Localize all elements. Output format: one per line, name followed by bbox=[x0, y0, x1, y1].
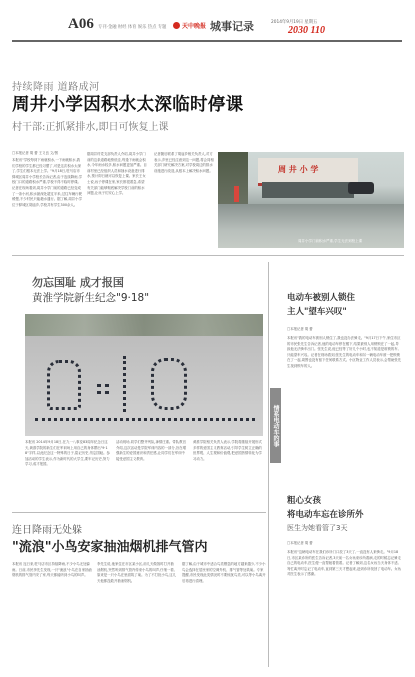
photo-tree bbox=[218, 152, 248, 212]
sidebar-s2-byline: □本报记者 胡 蕾 bbox=[287, 541, 313, 545]
formation-row bbox=[35, 418, 255, 424]
sidebar-s2-headline-3: 医生为她看管了3天 bbox=[287, 524, 348, 532]
photo-school-sign: 周 井 小 学 bbox=[278, 165, 319, 174]
sidebar-s2-headline-2: 将电动车忘在诊所外 bbox=[287, 510, 364, 520]
sidebar-s1-headline-1: 电动车被别人锁住 bbox=[287, 293, 356, 303]
page-header bbox=[12, 16, 404, 38]
photo-gate bbox=[262, 182, 354, 198]
brand-logo bbox=[173, 21, 206, 30]
story3-body-3: 据了解,由于城市中适合鸟类栖息的地方越来越少,不少小鸟会选择在居民家的空调外机、排气管等处筑巢。专家提醒,市民发现此类情况时不要惊扰鸟类,可以等小鸟离开后再进行清理。 bbox=[182, 562, 266, 583]
formation-8 bbox=[151, 358, 187, 410]
section-title: 城事记录 bbox=[210, 20, 254, 33]
header-date: 2014年9月19日 星期五 bbox=[271, 20, 318, 25]
brand-icon bbox=[173, 22, 180, 29]
header-nav: 专刊·金融 财经 体育 娱乐 热点 专题 bbox=[98, 25, 167, 30]
story2-body-2: 活动现场,同学们整齐列队,神情庄重。带队教官介绍,这次活动是学院军训内容的一部分,旨在增强新生的爱国意识和责任感,让同学们在军训中接受爱国主义教育。 bbox=[116, 440, 186, 461]
formation-1 bbox=[123, 356, 133, 412]
story2-body-3: 黄淮学院相关负责人表示,学院将继续开展形式多样的爱国主义教育活动,引导学生树立正确的世界观、人生观和价值观,把爱国热情转化为学习动力。 bbox=[193, 440, 262, 461]
formation-dot bbox=[97, 384, 109, 394]
sidebar-left-rule bbox=[268, 262, 269, 667]
sidebar-tag bbox=[270, 388, 281, 463]
lead-byline: □本报记者 胡 蕾 王义良 文/图 bbox=[12, 151, 58, 155]
sidebar-tag-text: 情系电动车的事 bbox=[272, 404, 279, 447]
lead-photo bbox=[218, 152, 404, 248]
lead-kicker: 持续降雨 道路成河 bbox=[12, 82, 100, 93]
header-rule bbox=[12, 40, 402, 42]
brand-name: 天中晚报 bbox=[182, 23, 207, 30]
photo-person bbox=[234, 186, 239, 202]
lead-bottom-rule bbox=[12, 255, 404, 256]
story2-body: 本报讯 2014年9月18日,在九一八事变83周年纪念日这天,黄淮学院的新生们在军训场上用自己的身体摆出"9·18"字样,以此纪念这一特殊的日子,铭记历史,勿忘国耻。参加活动的学生表示,作为新时代的大学生,要牢记历史,努力学习,成才报国。 bbox=[25, 440, 110, 467]
page-number: A06 bbox=[68, 16, 94, 32]
story3-headline: "流浪"小鸟安家抽油烟机排气管内 bbox=[12, 540, 208, 555]
sidebar-s2-headline-1: 粗心女孩 bbox=[287, 496, 322, 506]
lead-body-col2: 据周井村党支部负责人介绍,周井小学门前的这条道路地势低洼,每逢下雨就会积水,今年雨水较多,积水问题更加严重。目前村里已经组织人员和抽水设备进行排水,预计即日就可以恢复上课。家长王女士说,孩子停课在家,家长都很着急,希望有关部门能够彻底解决学校门前的积水问题,让孩子们安心上学。 bbox=[87, 152, 147, 196]
story2-headline: 黄淮学院新生纪念"9·18" bbox=[32, 292, 150, 304]
story2-kicker: 勿忘国耻 成才报国 bbox=[32, 276, 124, 289]
sidebar-s1-byline: □本报记者 胡 蕾 bbox=[287, 327, 313, 331]
lead-body-col3: 记者随后联系了胡庙乡相关负责人,对方表示,乡里已经注意到这一问题,将会同相关部门研究解决方案,对学校周边的排水设施进行改造,从根本上解决积水问题。 bbox=[154, 152, 214, 173]
sidebar-s2-body: 本报讯"这辆电动车在我们诊所门口放了3天了,一直没有人来骑走。"9月18日,市区某诊所的医生告诉记者,3天前一名女孩来诊所看病,走的时候忘记骑走自己的电动车,医生便一直帮她看管着。记者了解到,这名女孩当天身体不适,匆忙离开时忘记了电动车,直到第三天才想起来,赶到诊所找回了电动车。女孩对医生表示了感谢。 bbox=[287, 550, 402, 577]
story3-body-1: 本报讯 连日来,驻马店市区持续降雨,不少小鸟无处躲雨。日前,市民李先生发现,一只"流浪"小鸟在自家抽油烟机的排气管内安了家,每天都能听到小鸟的叫声。 bbox=[12, 562, 92, 578]
sidebar-s1-headline-2: 主人"望车兴叹" bbox=[287, 307, 347, 317]
story2-bottom-rule bbox=[12, 512, 266, 513]
photo-trees bbox=[25, 314, 263, 336]
story3-body-2: 李先生说,他家住在市区某小区,前几天做饭时打开抽油烟机,突然听到排气管内传来小鸟的叫声,仔细一看,原来是一只小鸟在里面筑了巢。为了不打扰小鸟,这几天他都没敢开抽油烟机。 bbox=[97, 562, 177, 583]
sidebar-s1-body: 本报讯"我的电动车被别人锁住了,我也没办法骑走。"9月17日下午,家住市区的市民张先生告诉记者,他的电动车停在楼下,结果被别人用锁锁在了一起,导致他无法骑车出门。张先生说,他已经等了好几个小时,也不知道是谁锁的车,只能望车兴叹。记者在现场看到,张先生的电动车和另一辆电动车被一把锁锁在了一起,周围也没有留下任何联系方式。小区物业工作人员表示,会帮助张先生找到锁车的人。 bbox=[287, 336, 402, 368]
photo-caption: 周井小学门前积水严重,学生无法到校上课 bbox=[298, 239, 363, 243]
lead-body-col1: 本报讯"学校每到下雨就积水,一下雨就积水,我们学校的学生都已经习惯了,可是这次积水太深了,学生们根本无法上学。"9月18日,驻马店市驿城区周井小学校长告诉记者,由于连续降雨,学校门口的道路积水严重,学校不得不临时停课。记者在现场看到,周井小学门前的道路已经变成了一条小河,积水最深处超过半米,过往车辆行驶缓慢,不少村民只能趟水通行。据了解,周井小学位于驿城区胡庙乡,学校共有学生300余人。 bbox=[12, 158, 82, 207]
photo-car bbox=[348, 182, 374, 194]
lead-subhead: 村干部:正抓紧排水,即日可恢复上课 bbox=[12, 122, 169, 133]
story3-kicker: 连日降雨无处躲 bbox=[12, 525, 82, 536]
lead-headline: 周井小学因积水太深临时停课 bbox=[12, 95, 244, 115]
story2-photo bbox=[25, 314, 263, 436]
formation-9 bbox=[47, 360, 81, 410]
section-stamp: 2030 110 bbox=[288, 25, 325, 36]
